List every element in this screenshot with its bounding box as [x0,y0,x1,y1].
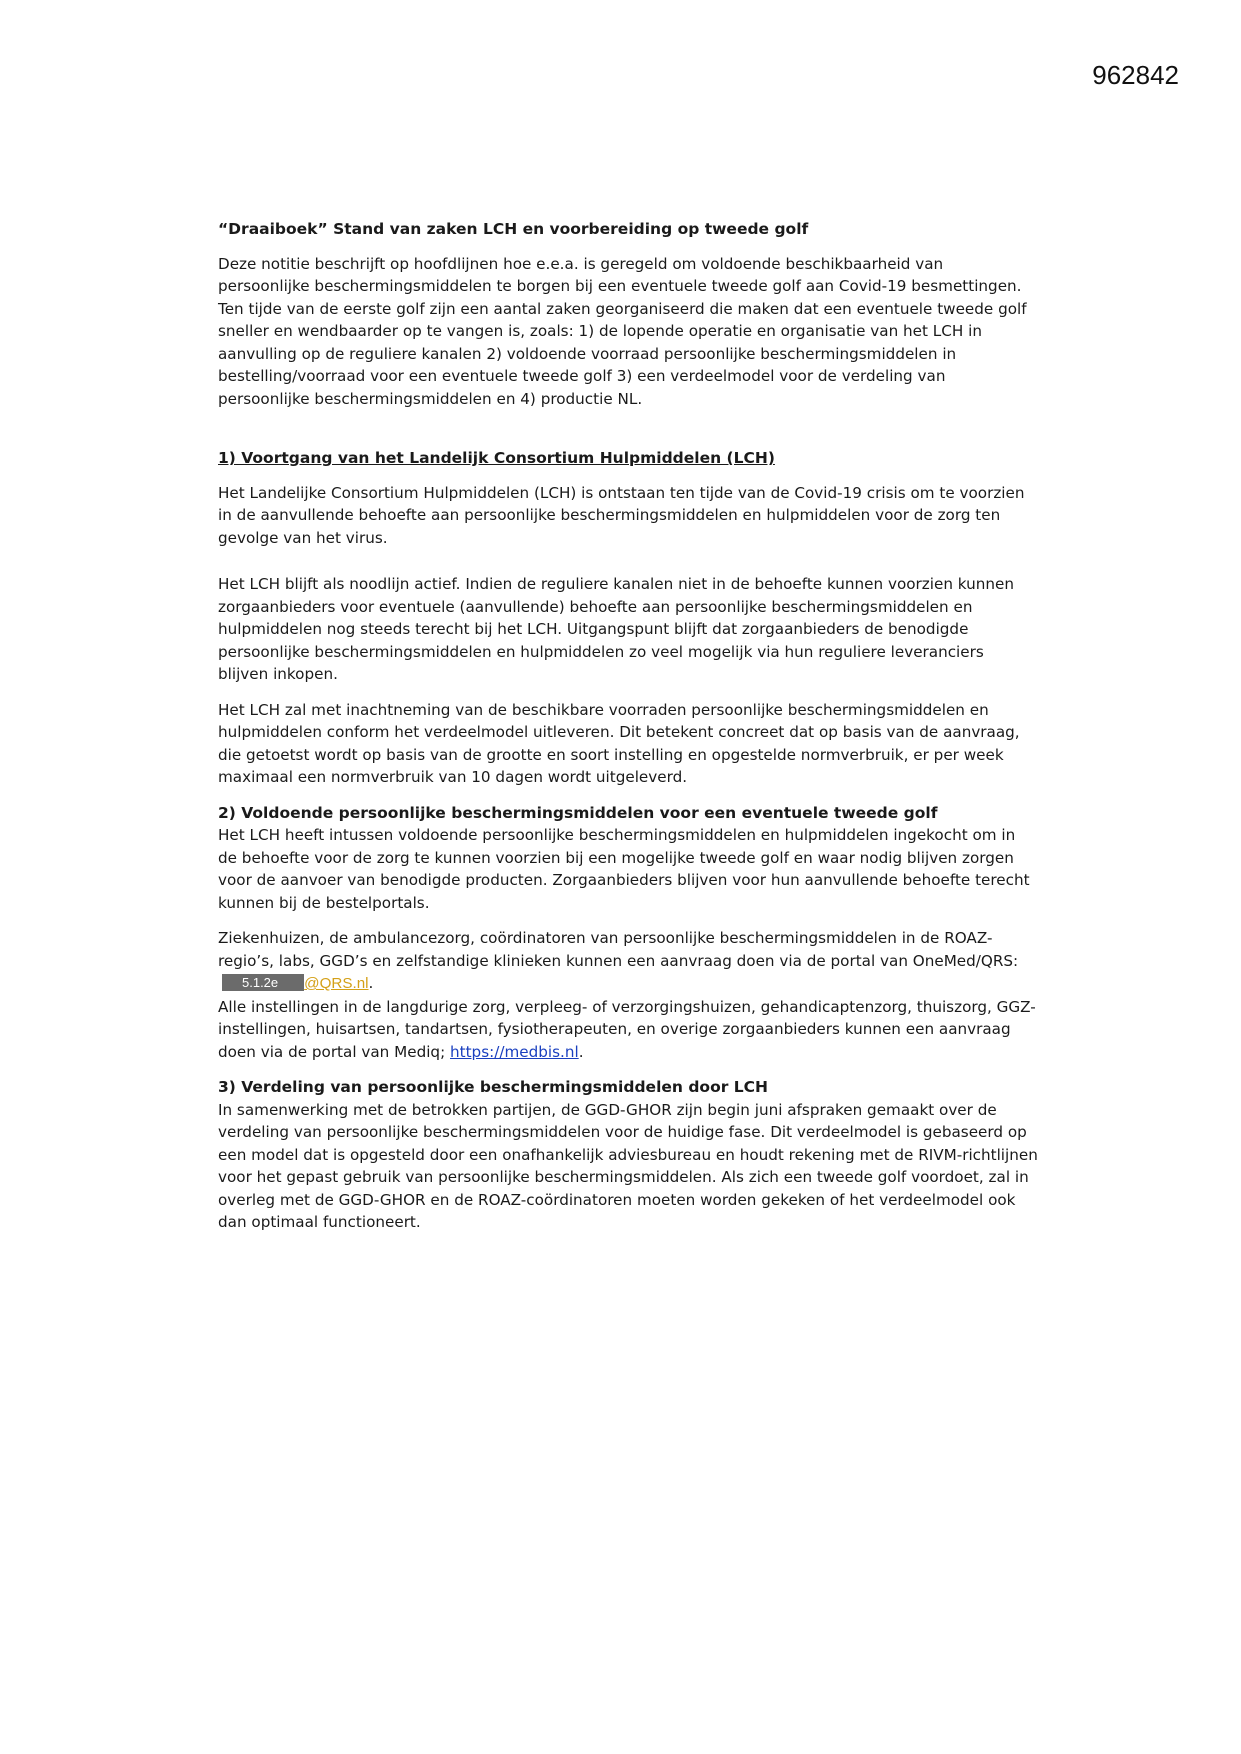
section-2-paragraph-2-text: Ziekenhuizen, de ambulancezorg, coördinatoren van persoonlijke beschermingsmiddelen in de ROAZ-regio’s, labs, GGD’s en zelfstandige klinieken kunnen een aanvraag doen via de portal van OneMed/QRS: [218,929,1019,970]
mediq-portal-link[interactable]: https://medbis.nl [450,1042,579,1061]
document-body [218,218,1038,1234]
qrs-email-link[interactable]: @QRS.nl [304,975,369,992]
intro-paragraph: Deze notitie beschrijft op hoofdlijnen hoe e.e.a. is geregeld om voldoende beschikbaarheid van persoonlijke beschermingsmiddelen te borgen bij een eventuele tweede golf aan Covid-19 besmettingen. Ten tijde van de eerste golf zijn een aantal zaken georganiseerd die maken dat een eventuele tweede golf sneller en wendbaarder op te vangen is, zoals: 1) de lopende operatie en organisatie van het LCH in aanvulling op de reguliere kanalen 2) voldoende voorraad persoonlijke beschermingsmiddelen in bestelling/voorraad voor een eventuele tweede golf 3) een verdeelmodel voor de verdeling van persoonlijke beschermingsmiddelen en 4) productie NL. [218,254,1027,408]
section-2-paragraph-2-end: . [368,974,374,992]
section-1-heading: 1) Voortgang van het Landelijk Consortium Hulpmiddelen (LCH) [218,449,775,467]
section-2-paragraph-1: Het LCH heeft intussen voldoende persoonlijke beschermingsmiddelen en hulpmiddelen ingekocht om in de behoefte voor de zorg te kunnen voorzien bij een mogelijke tweede golf en waar nodig blijven zorgen voor de aanvoer van benodigde producten. Zorgaanbieders blijven voor hun aanvullende behoefte terecht kunnen bij de bestelportals. [218,826,1030,912]
document-title: “Draaiboek” Stand van zaken LCH en voorbereiding op tweede golf [218,220,809,238]
section-3-paragraph-1: In samenwerking met de betrokken partijen, de GGD-GHOR zijn begin juni afspraken gemaakt over de verdeling van persoonlijke beschermingsmiddelen voor de huidige fase. Dit verdeelmodel is gebaseerd op een model dat is opgesteld door een onafhankelijk adviesbureau en houdt rekening met de RIVM-richtlijnen voor het gepast gebruik van persoonlijke beschermingsmiddelen. Als zich een tweede golf voordoet, zal in overleg met de GGD-GHOR en de ROAZ-coördinatoren moeten worden gekeken of het verdeelmodel ook dan optimaal functioneert. [218,1100,1038,1231]
section-1-paragraph-2: Het LCH blijft als noodlijn actief. Indien de reguliere kanalen niet in de behoefte kunnen voorzien kunnen zorgaanbieders voor eventuele (aanvullende) behoefte aan persoonlijke beschermingsmiddelen en hulpmiddelen nog steeds terecht bij het LCH. Uitgangspunt blijft dat zorgaanbieders de benodigde persoonlijke beschermingsmiddelen en hulpmiddelen zo veel mogelijk via hun reguliere leveranciers blijven inkopen. [218,575,1014,683]
section-1-paragraph-3: Het LCH zal met inachtneming van de beschikbare voorraden persoonlijke beschermingsmiddelen en hulpmiddelen conform het verdeelmodel uitleveren. Dit betekent concreet dat op basis van de aanvraag, die getoetst wordt op basis van de grootte en soort instelling en opgestelde normverbruik, er per week maximaal een normverbruik van 10 dagen wordt uitgeleverd. [218,700,1020,786]
section-2-paragraph-3-end: . [578,1042,584,1061]
section-2-heading: 2) Voldoende persoonlijke beschermingsmiddelen voor een eventuele tweede golf [218,803,938,822]
section-2-paragraph-2 [218,927,1038,996]
section-2-paragraph-3-text: Alle instellingen in de langdurige zorg, verpleeg- of verzorgingshuizen, gehandicaptenzorg, thuiszorg, GGZ- instellingen, huisartsen, tandartsen, fysiotherapeuten, en overige zorgaanbieders kunnen een aanvraag doen via de portal van Mediq; [218,997,1036,1061]
redaction-block: 5.1.2e [222,974,304,991]
document-number: 962842 [1092,60,1179,90]
section-1-paragraph-1: Het Landelijke Consortium Hulpmiddelen (LCH) is ontstaan ten tijde van de Covid-19 crisis om te voorzien in de aanvullende behoefte aan persoonlijke beschermingsmiddelen en hulpmiddelen voor de zorg ten gevolge van het virus. [218,483,1025,547]
section-2-paragraph-3 [218,996,1038,1064]
section-3-heading: 3) Verdeling van persoonlijke beschermingsmiddelen door LCH [218,1078,768,1096]
